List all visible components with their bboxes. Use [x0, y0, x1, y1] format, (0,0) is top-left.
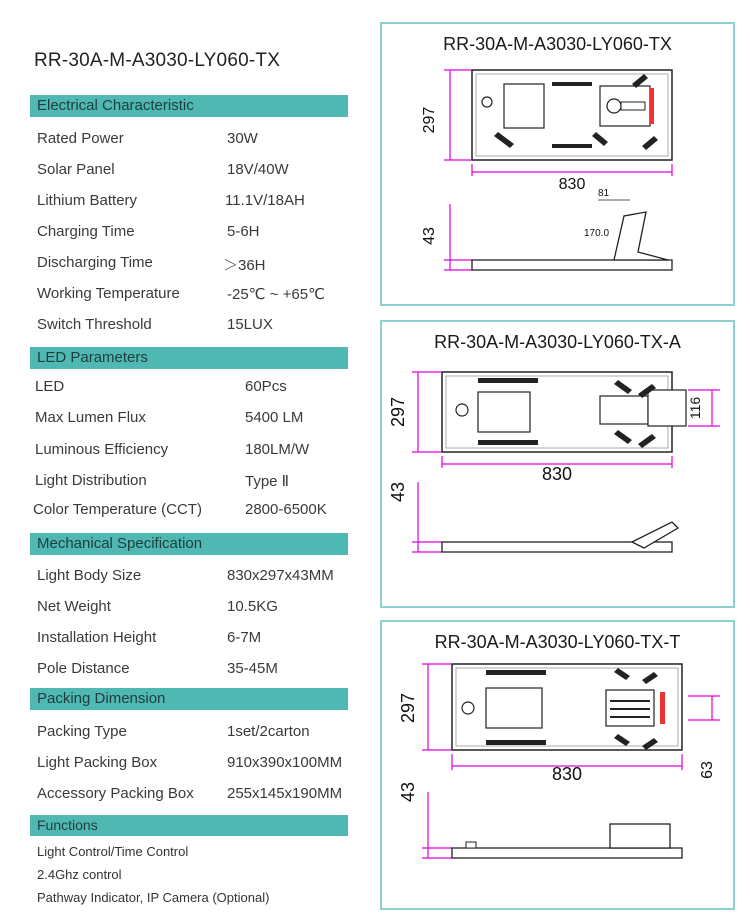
spec-value: 18V/40W [227, 161, 289, 178]
spec-label: Working Temperature [37, 285, 180, 302]
spec-value: 5-6H [227, 223, 260, 240]
spec-value: Type Ⅱ [245, 473, 290, 490]
spec-label: Max Lumen Flux [35, 409, 146, 426]
side-profile [472, 260, 672, 270]
spec-value: 11.1V/18AH [225, 192, 305, 209]
side-bracket [614, 212, 668, 260]
spec-value: 5400 LM [245, 409, 304, 426]
dim-thickness-label: 43 [398, 781, 418, 803]
spec-label: Net Weight [37, 598, 111, 615]
dim-length-label: 830 [541, 464, 573, 484]
spec-label: Installation Height [37, 629, 157, 646]
function-item: 2.4Ghz control [37, 867, 122, 882]
spec-label: Rated Power [37, 130, 124, 147]
function-item: Pathway Indicator, IP Camera (Optional) [37, 890, 270, 905]
sensor-window [504, 84, 544, 128]
sensor-window [478, 392, 530, 432]
drawing-tx [382, 24, 733, 304]
spec-label: Accessory Packing Box [37, 785, 194, 802]
side-profile [452, 848, 682, 858]
spec-label: Color Temperature (CCT) [33, 501, 202, 518]
spec-label: Light Packing Box [37, 754, 158, 771]
dim-height-label: 297 [398, 692, 418, 724]
spec-label: LED [35, 378, 65, 395]
spec-value: 15LUX [227, 316, 273, 333]
drawing-tx-t [382, 622, 733, 908]
spec-value: -25℃ ~ +65℃ [227, 286, 325, 303]
led-strip [660, 692, 665, 724]
dim-thickness-label: 43 [421, 227, 438, 245]
side-module [610, 824, 670, 848]
panel-title: RR-30A-M-A3030-LY060-TX [443, 34, 672, 54]
spec-label: Lithium Battery [37, 192, 138, 209]
spec-label: Luminous Efficiency [35, 441, 169, 458]
spec-value: 255x145x190MM [227, 785, 343, 802]
lamp-outline [442, 372, 672, 452]
dim-height-label: 297 [421, 106, 438, 134]
drawing-panel-tx-a [380, 320, 735, 608]
panel-title: RR-30A-M-A3030-LY060-TX-T [434, 632, 681, 652]
dim-height-label: 297 [388, 396, 408, 428]
spec-value: 180LM/W [245, 441, 310, 458]
section-heading-packing: Packing Dimension [30, 688, 348, 710]
spec-label: Discharging Time [37, 254, 153, 271]
spec-value: 910x390x100MM [227, 754, 343, 771]
dim-bracket-height: 170.0 [584, 228, 610, 239]
panel-title: RR-30A-M-A3030-LY060-TX-A [434, 332, 681, 352]
drawing-panel-tx [380, 22, 735, 306]
spec-value: 10.5KG [227, 598, 278, 615]
spec-value: 6-7M [227, 629, 262, 646]
spec-value: 30W [227, 130, 258, 147]
section-heading-led: LED Parameters [30, 347, 348, 369]
spec-value: 60Pcs [245, 378, 287, 395]
function-item: Light Control/Time Control [37, 844, 189, 859]
spec-value: ＞36H [223, 257, 266, 274]
product-title: RR-30A-M-A3030-LY060-TX [34, 50, 281, 71]
spec-label: Solar Panel [37, 161, 115, 178]
spec-value: 35-45M [227, 660, 278, 677]
spec-value: 2800-6500K [245, 501, 327, 518]
dim-bracket-label: 116 [687, 396, 703, 420]
spec-value: 1set/2carton [227, 723, 310, 740]
dim-length-label: 830 [551, 764, 583, 784]
spec-label: Switch Threshold [37, 316, 152, 333]
spec-label: Pole Distance [37, 660, 130, 677]
spec-label: Packing Type [37, 723, 127, 740]
section-heading-functions: Functions [30, 815, 348, 836]
sensor-window [486, 688, 542, 728]
drawing-tx-a [382, 322, 733, 606]
spec-label: Light Distribution [35, 472, 147, 489]
dim-module-label: 63 [699, 761, 716, 779]
spec-value: 830x297x43MM [227, 567, 334, 584]
drawing-panel-tx-t [380, 620, 735, 910]
dim-bracket-width: 81 [598, 188, 610, 199]
section-heading-mechanical: Mechanical Specification [30, 533, 348, 555]
spec-label: Charging Time [37, 223, 135, 240]
section-heading-electrical: Electrical Characteristic [30, 95, 348, 117]
led-strip [650, 88, 654, 124]
dim-length-label: 830 [558, 176, 586, 193]
dim-thickness-label: 43 [388, 481, 408, 503]
spec-label: Light Body Size [37, 567, 142, 584]
